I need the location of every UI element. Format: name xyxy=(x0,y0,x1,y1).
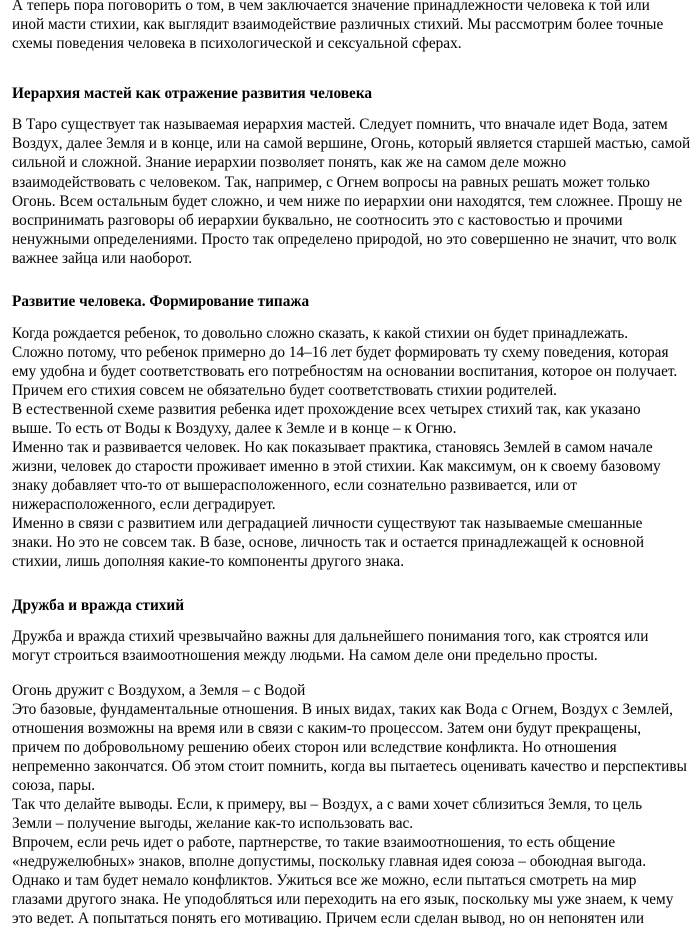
text-line: Воздух, далее Земля и в конце, или на самой вершине, Огонь, который является старшей мастью, самой xyxy=(12,135,690,152)
text-line: союза, пары. xyxy=(12,777,96,794)
text-line: жизни, человек до старости проживает именно в этой стихии. Как максимум, он к своему базовому xyxy=(12,458,661,475)
text-line: Именно так и развивается человек. Но как показывает практика, становясь Землей в самом начале xyxy=(12,439,653,456)
text-line: важнее зайца или наоборот. xyxy=(12,250,193,267)
section-heading: Дружба и вражда стихий xyxy=(12,597,185,614)
text-line: Огонь дружит с Воздухом, а Земля – с Водой xyxy=(12,682,306,699)
text-line: причем по добровольному решению обеих сторон или вследствие конфликта. Но отношения xyxy=(12,739,617,756)
text-line: сильной и сложной. Знание иерархии позволяет понять, как же на самом деле можно xyxy=(12,154,567,171)
text-line: знаку добавляет что-то от вышерасположенного, если сознательно развивается, или от xyxy=(12,477,577,494)
text-line: это ведет. А попытаться понять его мотивацию. Причем если сделан вывод, но он непонятен или xyxy=(12,910,645,927)
text-line: Дружба и вражда стихий чрезвычайно важны для дальнейшего понимания того, как строятся или xyxy=(12,628,649,645)
text-line: Сложно потому, что ребенок примерно до 14–16 лет будет формировать ту схему поведения, которая xyxy=(12,344,669,361)
text-line: «недружелюбных» знаков, вполне допустимы, поскольку главная идея союза – обоюдная выгода. xyxy=(12,853,647,870)
text-line: взаимодействовать с человеком. Так, например, с Огнем вопросы на равных решать может только xyxy=(12,174,650,191)
text-line: непременно закончатся. Об этом стоит помнить, когда вы пытаетесь оценивать качество и перспективы xyxy=(12,758,687,775)
text-line: Причем его стихия совсем не обязательно будет соответствовать стихии родителей. xyxy=(12,382,557,399)
text-line: отношения возможны на время или в связи с каким-то процессом. Затем они будут прекращены, xyxy=(12,720,642,737)
text-line: В Таро существует так называемая иерархия мастей. Следует помнить, что вначале идет Вода, затем xyxy=(12,116,668,133)
text-line: нижерасположенного, если деградирует. xyxy=(12,496,276,513)
text-line: схемы поведения человека в психологической и сексуальной сферах. xyxy=(12,35,462,52)
text-line: воспринимать разговоры об иерархии буквально, не соотносить это с кастовостью и прочими xyxy=(12,212,623,229)
text-line: иной масти стихии, как выглядит взаимодействие различных стихий. Мы рассмотрим более точные xyxy=(12,16,664,33)
text-line: стихии, лишь дополняя какие-то компоненты другого знака. xyxy=(12,553,405,570)
section-heading: Иерархия мастей как отражение развития человека xyxy=(12,85,373,102)
text-line: А теперь пора поговорить о том, в чем заключается значение принадлежности человека к той или xyxy=(12,0,650,14)
text-line: ненужными определениями. Просто так определено природой, но это совершенно не значит, что волк xyxy=(12,231,677,248)
text-line: ему удобна и будет соответствовать его потребностям на основании воспитания, которое он получает. xyxy=(12,363,678,380)
text-line: знаки. Но это не совсем так. В базе, основе, личность так и остается принадлежащей к основной xyxy=(12,534,645,551)
text-line: Земли – получение выгоды, желание как-то использовать вас. xyxy=(12,815,414,832)
text-line: выше. То есть от Воды к Воздуху, далее к Земле и в конце – к Огню. xyxy=(12,420,457,437)
text-line: Однако и там будет немало конфликтов. Ужиться все же можно, если пытаться смотреть на мир xyxy=(12,872,637,889)
text-line: Так что делайте выводы. Если, к примеру, вы – Воздух, а с вами хочет сблизиться Земля, то цель xyxy=(12,796,643,813)
text-line: Когда рождается ребенок, то довольно сложно сказать, к какой стихии он будет принадлежать. xyxy=(12,325,629,342)
text-line: глазами другого знака. Не уподобляться или переходить на его язык, поскольку мы уже знаем, к чему xyxy=(12,891,674,908)
text-line: Именно в связи с развитием или деградацией личности существуют так называемые смешанные xyxy=(12,515,643,532)
text-line: В естественной схеме развития ребенка идет прохождение всех четырех стихий так, как указано xyxy=(12,401,641,418)
text-line: Огонь. Всем остальным будет сложно, и чем ниже по иерархии они находятся, тем сложнее. Прошу не xyxy=(12,193,683,210)
text-line: Впрочем, если речь идет о работе, партнерстве, то такие взаимоотношения, то есть общение xyxy=(12,834,616,851)
text-line: могут строиться взаимоотношения между людьми. На самом деле они предельно просты. xyxy=(12,647,598,664)
section-heading: Развитие человека. Формирование типажа xyxy=(12,293,310,310)
text-line: Это базовые, фундаментальные отношения. В иных видах, таких как Вода с Огнем, Воздух с Землей, xyxy=(12,701,674,718)
